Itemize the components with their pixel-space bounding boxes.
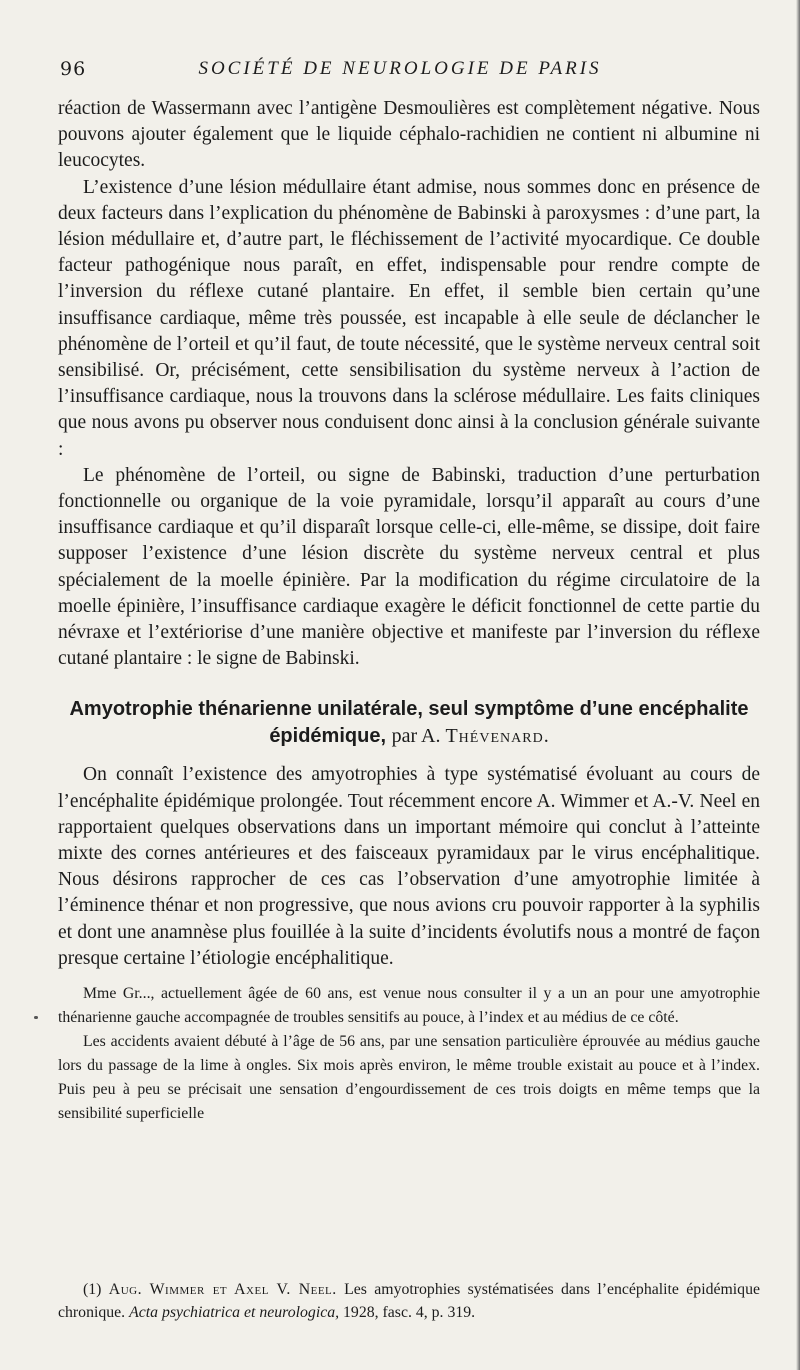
case-paragraph: Mme Gr..., actuellement âgée de 60 ans, est venue nous consulter il y a un an pour une amyotrophie thénarienne gauche accompagnée de troubles sensitifs au pouce, à l’index et au médius de ce côté. (58, 985, 760, 1027)
footnote-authors: Aug. Wimmer et Axel V. Neel. (108, 1281, 337, 1298)
section-title-text: Amyotrophie thénarienne unilatérale, seul symptôme d’une encéphalite épidémique, (69, 698, 749, 748)
byline-end: . (543, 725, 549, 748)
section-title (58, 696, 760, 750)
body-paragraph: Le phénomène de l’orteil, ou signe de Babinski, traduction d’une perturbation fonctionnelle ou organique de la voie pyramidale, lorsqu’il apparaît au cours d’une insuffisance cardiaque et qu’il disparaît lorsque celle-ci, elle-même, se dissipe, doit faire supposer l’existence d’une lésion discrète du système nerveux central et plus spécialement de la moelle épinière. Par la modification du régime circulatoire de la moelle épinière, l’insuffisance cardiaque exagère le déficit fonctionnel de cette partie du névraxe et l’extériorise d’une manière objective et manifeste par l’inversion du réflexe cutané plantaire : le signe de Babinski. (58, 464, 760, 670)
scan-speck (34, 1016, 38, 1019)
section-byline (392, 725, 549, 747)
footnote-citation: 1928, fasc. 4, p. 319. (343, 1304, 476, 1321)
section-paragraph: On connaît l’existence des amyotrophies à type systématisé évoluant au cours de l’encéphalite épidémique prolongée. Tout récemment encore A. Wimmer et A.-V. Neel en rapportaient quelques observations dans un important mémoire qui conclut à l’atteinte mixte des cornes antérieures et des faisceaux pyramidaux par le virus encéphalitique. Nous désirons rapprocher de ces cas l’observation d’une amyotrophie limitée à l’éminence thénar et non progressive, que nous avions cru pouvoir rapporter à la syphilis et dont une anamnèse plus fouillée à la suite d’incidents évolutifs nous a montré de façon presque certaine l’étiologie encéphalitique. (58, 764, 760, 969)
page-number: 96 (60, 58, 87, 80)
body-paragraph: réaction de Wassermann avec l’antigène Desmoulières est complètement négative. Nous pouvons ajouter également que le liquide céphalo-rachidien ne contient ni albumine ni leucocytes. (58, 98, 760, 172)
section-body (58, 762, 760, 1126)
footnote-marker: (1) (83, 1281, 102, 1298)
byline-prefix: par A. (391, 725, 441, 748)
footnote-journal: Acta psychiatrica et neurologica, (129, 1304, 340, 1321)
page-edge-shadow (796, 0, 800, 1370)
page-header (0, 58, 800, 88)
page-body (58, 96, 760, 1126)
running-title: SOCIÉTÉ DE NEUROLOGIE DE PARIS (198, 58, 602, 79)
case-paragraph: Les accidents avaient débuté à l’âge de 56 ans, par une sensation particulière éprouvée au médius gauche lors du passage de la lime à ongles. Six mois après environ, le même trouble existait au pouce et à l’index. Puis peu à peu se précisait une sensation d’engourdissement de ces trois doigts en même temps que la sensibilité superficielle (58, 1033, 760, 1123)
footnote-text: Les amyotrophies systématisées dans l’encéphalite épidémique chronique. (58, 1281, 760, 1321)
section-author: Thévenard (445, 725, 544, 748)
body-paragraph: L’existence d’une lésion médullaire étant admise, nous sommes donc en présence de deux facteurs dans l’explication du phénomène de Babinski à paroxysmes : d’une part, la lésion médullaire et, d’autre part, le fléchissement de l’activité myocardique. Ce double facteur pathogénique nous paraît, en effet, indispensable pour rendre compte de l’inversion du réflexe cutané plantaire. En effet, il semble bien certain qu’une insuffisance cardiaque, même très poussée, est incapable à elle seule de déclancher le phénomène de l’orteil et qu’il faut, de toute nécessité, que le système nerveux central soit sensibilisé. Or, précisément, cette sensibilisation du système nerveux à l’action de l’insuffisance cardiaque, nous la trouvons dans la sclérose médullaire. Les faits cliniques que nous avons pu observer nous conduisent donc ainsi à la conclusion générale suivante : (58, 176, 760, 460)
footnote (58, 1278, 760, 1324)
